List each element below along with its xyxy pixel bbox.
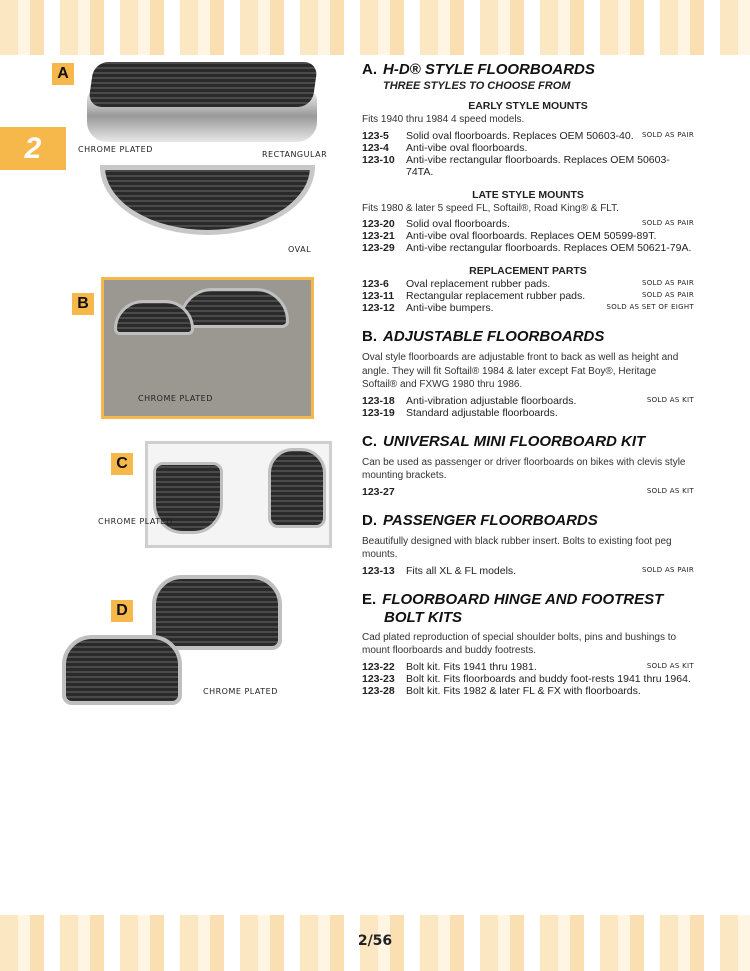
passenger-floorboards-image [60,573,285,733]
section-b-title: ADJUSTABLE FLOORBOARDS [383,328,605,345]
part-number: 123-10 [362,153,395,166]
sold-as-label: SOLD AS KIT [646,661,694,670]
part-description: Anti-vibration adjustable floorboards. [406,394,577,407]
sold-as-label: SOLD AS SET OF EIGHT [606,303,694,311]
part-row [362,565,694,577]
part-description: Rectangular replacement rubber pads. [406,290,586,302]
part-description: Oval replacement rubber pads. [406,278,551,290]
part-description: Anti-vibe bumpers. [406,302,494,314]
section-e-title-2: BOLT KITS [384,608,463,626]
part-row [362,130,694,142]
part-row [362,154,694,178]
part-number: 123-27 [362,485,395,498]
sold-as-label: SOLD AS PAIR [641,565,694,574]
part-description: Standard adjustable floorboards. [406,406,558,419]
image-letter-b: B [72,293,94,315]
section-e-text: Cad plated reproduction of special shoulder bolts, pins and bushings to mount floorboards and buddy footrests. [362,631,677,656]
part-number: 123-29 [362,242,395,254]
caption-oval: OVAL [288,245,312,254]
rectangular-floorboard-image [85,60,320,145]
group-heading: LATE STYLE MOUNTS [472,188,584,201]
section-d-title: PASSENGER FLOORBOARDS [383,511,598,529]
sold-as-label: SOLD AS PAIR [641,279,694,287]
part-description: Bolt kit. Fits floorboards and buddy foot-rests 1941 thru 1964. [406,672,691,685]
part-number: 123-28 [362,684,395,697]
image-letter-a: A [52,63,74,85]
part-description: Anti-vibe rectangular floorboards. Replaces OEM 50621-79A. [406,242,692,254]
image-letter-c: C [111,453,133,475]
section-a-subtitle: THREE STYLES TO CHOOSE FROM [383,80,571,92]
section-d: D. PASSENGER FLOORBOARDS Beautifully designed with black rubber insert. Bolts to existing foot peg mounts. 123-13 Fits all XL & FL models. SOLD AS PAIR [362,511,694,577]
section-c: C. UNIVERSAL MINI FLOORBOARD KIT Can be used as passenger or driver floorboards on bikes with clevis style mounting brackets. 123-27 SOLD AS KIT [362,432,694,498]
part-number: 123-5 [362,129,389,142]
group-heading: EARLY STYLE MOUNTS [468,100,588,112]
chapter-tab: 2 [0,127,66,170]
section-e-title: FLOORBOARD HINGE AND FOOTREST [382,590,664,608]
part-row [362,290,694,302]
part-number: 123-18 [362,394,395,407]
section-c-text: Can be used as passenger or driver floorboards on bikes with clevis style mounting brackets. [362,456,686,481]
part-number: 123-21 [362,230,395,242]
image-letter-d: D [111,600,133,622]
part-row [362,486,694,498]
part-description: Fits all XL & FL models. [406,564,517,577]
section-a [362,61,694,314]
group-note: Fits 1980 & later 5 speed FL, Softail®, Road King® & FLT. [362,202,619,214]
part-row [362,242,694,254]
part-number: 123-6 [362,278,389,290]
sold-as-label: SOLD AS PAIR [641,219,694,227]
flame-banner-top [0,0,750,55]
mini-floorboard-image [145,441,332,548]
sold-as-label: SOLD AS KIT [646,395,694,404]
caption-rectangular: RECTANGULAR [262,150,328,159]
part-description: Anti-vibe oval floorboards. [406,141,528,154]
sold-as-label: SOLD AS PAIR [641,130,694,139]
part-number: 123-12 [362,302,395,314]
sold-as-label: SOLD AS KIT [646,486,694,495]
section-e: E. FLOORBOARD HINGE AND FOOTREST BOLT KITS Cad plated reproduction of special shoulder bolts, pins and bushings to mount floorboards and buddy footrests. 123-22 Bolt kit. Fits 1941 thru 1981. SOLD AS KIT 123-23 Bolt kit. Fits floorboards and buddy foot-rests 1941 thru 1964. 123-28 Bolt kit. Fits 1982 & later FL & FX with floorboards. [362,590,694,697]
caption-chrome-plated-d: CHROME PLATED [203,687,278,696]
caption-chrome-plated: CHROME PLATED [78,145,153,154]
group-heading: REPLACEMENT PARTS [469,265,587,277]
part-description: Anti-vibe oval floorboards. Replaces OEM 50599-89T. [406,230,657,242]
section-c-title: UNIVERSAL MINI FLOORBOARD KIT [383,432,646,450]
part-description: Bolt kit. Fits 1982 & later FL & FX with floorboards. [406,684,641,697]
section-d-text: Beautifully designed with black rubber insert. Bolts to existing foot peg mounts. [362,535,672,560]
part-description: Solid oval floorboards. Replaces OEM 50603-40. [406,129,634,142]
caption-chrome-plated-b: CHROME PLATED [138,394,213,403]
part-description: Solid oval floorboards. [406,218,510,230]
part-number: 123-11 [362,290,395,302]
section-b-text: Oval style floorboards are adjustable front to back as well as height and angle. They will fit Softail® 1984 & later except Fat Boy®, Heritage Softail® and FXWG 1980 thru 1986. [362,352,679,390]
caption-chrome-plated-c: CHROME PLATED [98,517,173,526]
part-number: 123-22 [362,660,395,673]
part-row [362,407,694,419]
part-number: 123-23 [362,672,395,685]
part-row [362,218,694,230]
part-row [362,230,694,242]
part-row [362,278,694,290]
section-b: B. ADJUSTABLE FLOORBOARDS Oval style floorboards are adjustable front to back as well as height and angle. They will fit Softail® 1984 & later except Fat Boy®, Heritage Softail® and FXWG 1980 thru 1986. 123-18 Anti-vibration adjustable floorboards. SOLD AS KIT 123-19 Standard adjustable floorboards. [362,328,694,419]
part-number: 123-13 [362,564,395,577]
page-number: 2/56 [357,933,393,949]
part-row [362,685,694,697]
oval-floorboard-image [100,165,315,235]
sold-as-label: SOLD AS PAIR [641,291,694,299]
part-description: Bolt kit. Fits 1941 thru 1981. [406,660,537,673]
section-a-title: A. H-D® STYLE FLOORBOARDS [362,61,595,78]
group-note: Fits 1940 thru 1984 4 speed models. [362,114,525,125]
part-row [362,673,694,685]
part-number: 123-20 [362,218,395,230]
part-row [362,661,694,673]
part-row [362,395,694,407]
part-description: Anti-vibe rectangular floorboards. Replaces OEM 50603-74TA. [406,153,670,178]
part-number: 123-4 [362,141,389,154]
text-column [362,61,694,697]
part-row [362,142,694,154]
part-number: 123-19 [362,406,395,419]
part-row [362,302,694,314]
